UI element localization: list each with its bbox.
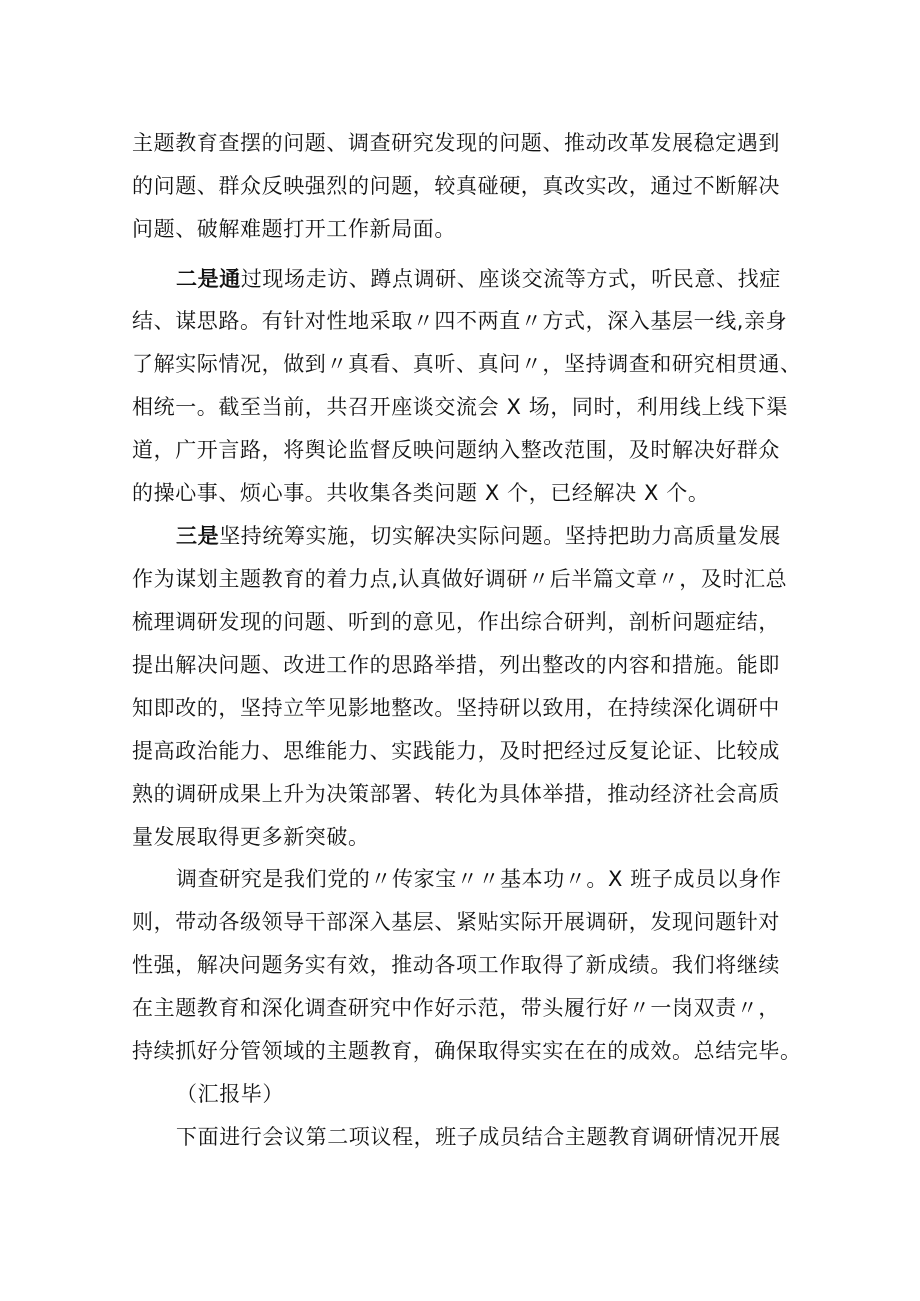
paragraph-4-line-4: 在主题教育和深化调查研究中作好示范，带头履行好〃一岗双责〃，	[132, 996, 780, 1020]
agenda-item-line: 下面进行会议第二项议程，班子成员结合主题教育调研情况开展	[176, 1125, 781, 1149]
paragraph-1-line-3: 问题、破解难题打开工作新局面。	[132, 217, 456, 241]
paragraph-2-line-4: 相统一。截至当前，共召开座谈交流会 X 场，同时，利用线上线下渠	[132, 395, 788, 419]
paragraph-3-line-4: 提出解决问题、改进工作的思路举措，列出整改的内容和措施。能即	[132, 653, 780, 677]
paragraph-2-line-5: 道，广开言路，将舆论监督反映问题纳入整改范围，及时解决好群众	[132, 438, 780, 462]
paragraph-2-line-6: 的操心事、烦心事。共收集各类问题 X 个，已经解决 X 个。	[132, 481, 710, 505]
paragraph-3-line-7: 熟的调研成果上升为决策部署、转化为具体举措，推动经济社会高质	[132, 782, 780, 806]
paragraph-4-line-2: 则，带动各级领导干部深入基层、紧贴实际开展调研，发现问题针对	[132, 910, 780, 934]
paragraph-3-line-6: 提高政治能力、思维能力、实践能力，及时把经过反复论证、比较成	[132, 739, 780, 763]
paragraph-1-line-1: 主题教育查摆的问题、调查研究发现的问题、推动改革发展稳定遇到	[132, 131, 780, 155]
paragraph-4-line-3: 性强，解决问题务实有效，推动各项工作取得了新成绩。我们将继续	[132, 953, 780, 977]
paragraph-2-line-2: 结、谋思路。有针对性地采取〃四不两直〃方式，深入基层一线,亲身	[132, 309, 788, 333]
paragraph-2-lead: 二是通	[176, 267, 241, 291]
paragraph-1-line-2: 的问题、群众反映强烈的问题，较真碰硬，真改实改，通过不断解决	[132, 174, 780, 198]
paragraph-3-line-1-text: 坚持统筹实施，切实解决实际问题。坚持把助力高质量发展	[219, 524, 781, 548]
paragraph-4-line-5: 持续抓好分管领域的主题教育，确保取得实实在在的成效。总结完毕。	[132, 1039, 802, 1063]
paragraph-2-line-1	[0, 264, 920, 294]
paragraph-4-line-1: 调查研究是我们党的〃传家宝〃〃基本功〃。X 班子成员以身作	[176, 867, 782, 891]
paragraph-3-line-5: 知即改的，坚持立竿见影地整改。坚持研以致用，在持续深化调研中	[132, 696, 780, 720]
report-end-note: （汇报毕）	[176, 1082, 284, 1106]
paragraph-3-line-8: 量发展取得更多新突破。	[132, 825, 370, 849]
paragraph-2-line-3: 了解实际情况，做到〃真看、真听、真问〃，坚持调查和研究相贯通、	[132, 352, 802, 376]
paragraph-3-line-3: 梳理调研发现的问题、听到的意见，作出综合研判，剖析问题症结，	[132, 610, 780, 634]
paragraph-3-line-1	[0, 521, 920, 551]
paragraph-2-line-1-text: 过现场走访、蹲点调研、座谈交流等方式，听民意、找症	[240, 267, 781, 291]
paragraph-3-line-2: 作为谋划主题教育的着力点,认真做好调研〃后半篇文章〃，及时汇总	[132, 567, 788, 591]
paragraph-3-lead: 三是	[176, 524, 220, 548]
